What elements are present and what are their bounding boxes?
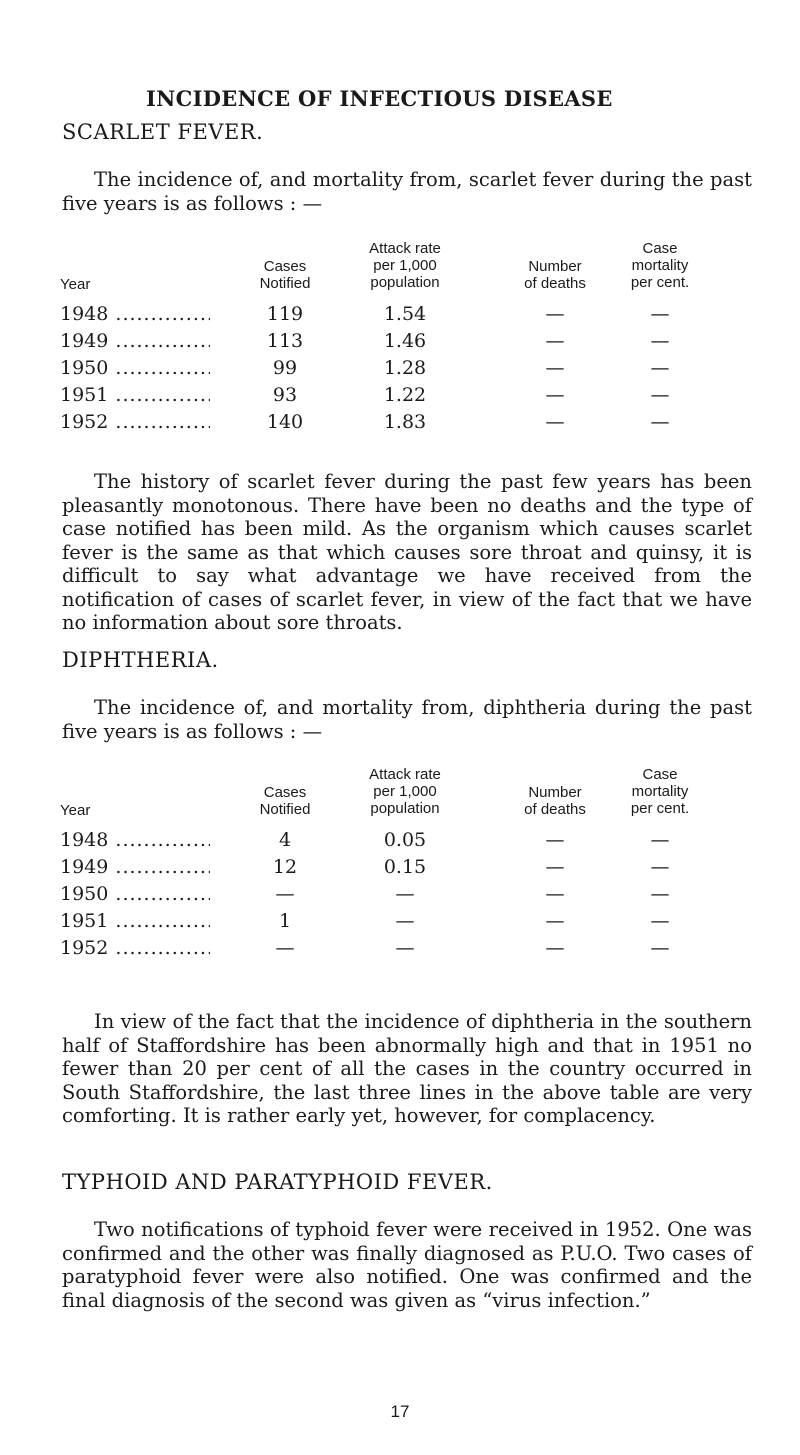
deaths-cell: — (545, 856, 565, 878)
cases-cell: 4 (278, 829, 292, 851)
scarlet-fever-commentary (62, 470, 752, 635)
cases-cell: 140 (266, 411, 304, 433)
rate-cell: — (395, 910, 415, 932)
rate-cell: 1.54 (383, 303, 427, 325)
deaths-cell: — (545, 384, 565, 406)
rate-cell: — (395, 937, 415, 959)
year-cell: 1950 ..... (60, 883, 210, 905)
rate-cell: 0.05 (383, 829, 427, 851)
rate-cell: 1.28 (383, 357, 427, 379)
mortality-cell: — (650, 303, 670, 325)
header-rate: Attack rate per 1,000 population (369, 766, 441, 817)
mortality-cell: — (650, 357, 670, 379)
header-rate: Attack rate per 1,000 population (369, 240, 441, 291)
year-cell: 1948 ..... (60, 303, 210, 325)
header-cases: Cases Notified (259, 784, 311, 818)
year-cell: 1950 ..... (60, 357, 210, 379)
deaths-cell: — (545, 330, 565, 352)
header-mortality: Case mortality per cent. (630, 766, 690, 817)
mortality-cell: — (650, 856, 670, 878)
table-row (0, 330, 800, 356)
scarlet-fever-heading: SCARLET FEVER. (62, 120, 264, 144)
deaths-cell: — (545, 829, 565, 851)
diphtheria-intro (62, 696, 752, 743)
scarlet-fever-commentary-text: The history of scarlet fever during the past few years has been pleasantly monotonous. There have been no deaths and the type of case notified has been mild. As the organism which causes scarlet fever is the same as that which causes sore throat and quinsy, it is difficult to say what advantage we have received from the notification of cases of scarlet fever, in view of the fact that we have no information about sore throats. (62, 470, 752, 634)
table-row (0, 829, 800, 855)
table-row (0, 357, 800, 383)
mortality-cell: — (650, 910, 670, 932)
deaths-cell: — (545, 411, 565, 433)
cases-cell: 93 (272, 384, 298, 406)
scarlet-fever-intro (62, 168, 752, 215)
header-deaths: Number of deaths (524, 784, 586, 818)
table-row (0, 856, 800, 882)
header-deaths: Number of deaths (524, 258, 586, 292)
header-cases: Cases Notified (259, 258, 311, 292)
rate-cell: — (395, 883, 415, 905)
mortality-cell: — (650, 411, 670, 433)
year-cell: 1952 ..... (60, 411, 210, 433)
rate-cell: 0.15 (383, 856, 427, 878)
cases-cell: 119 (266, 303, 304, 325)
table-row (0, 910, 800, 936)
mortality-cell: — (650, 384, 670, 406)
deaths-cell: — (545, 883, 565, 905)
page-number: 17 (390, 1402, 410, 1421)
typhoid-commentary-text: Two notifications of typhoid fever were received in 1952. One was confirmed and the other was finally diagnosed as P.U.O. Two cases of paratyphoid fever were also notified. One was confirmed and the final diagnosis of the second was given as “virus infection.” (62, 1218, 752, 1312)
page-title: INCIDENCE OF INFECTIOUS DISEASE (146, 86, 613, 111)
typhoid-commentary (62, 1218, 752, 1312)
table-row (0, 384, 800, 410)
mortality-cell: — (650, 829, 670, 851)
diphtheria-heading: DIPHTHERIA. (62, 648, 219, 672)
scarlet-fever-intro-text: The incidence of, and mortality from, scarlet fever during the past five years is as follows : — (62, 168, 752, 215)
deaths-cell: — (545, 937, 565, 959)
header-mortality: Case mortality per cent. (630, 240, 690, 291)
deaths-cell: — (545, 357, 565, 379)
cases-cell: 113 (266, 330, 304, 352)
year-cell: 1949 ..... (60, 330, 210, 352)
cases-cell: — (275, 883, 295, 905)
year-cell: 1948 ..... (60, 829, 210, 851)
rate-cell: 1.46 (383, 330, 427, 352)
cases-cell: 99 (272, 357, 298, 379)
year-cell: 1951 ..... (60, 910, 210, 932)
typhoid-heading: TYPHOID AND PARATYPHOID FEVER. (62, 1170, 493, 1194)
rate-cell: 1.83 (383, 411, 427, 433)
deaths-cell: — (545, 910, 565, 932)
diphtheria-commentary-text: In view of the fact that the incidence of diphtheria in the southern half of Staffordshire has been abnormally high and that in 1951 no fewer than 20 per cent of all the cases in the country occurred in South Staffordshire, the last three lines in the above table are very comforting. It is rather early yet, however, for complacency. (62, 1010, 752, 1127)
diphtheria-commentary (62, 1010, 752, 1128)
table-row (0, 411, 800, 437)
cases-cell: 12 (272, 856, 298, 878)
mortality-cell: — (650, 937, 670, 959)
mortality-cell: — (650, 883, 670, 905)
table-row (0, 883, 800, 909)
deaths-cell: — (545, 303, 565, 325)
mortality-cell: — (650, 330, 670, 352)
year-cell: 1952 ..... (60, 937, 210, 959)
year-cell: 1951 ..... (60, 384, 210, 406)
header-year: Year (60, 802, 91, 819)
table-row (0, 303, 800, 329)
cases-cell: — (275, 937, 295, 959)
cases-cell: 1 (278, 910, 292, 932)
year-cell: 1949 ..... (60, 856, 210, 878)
table-row (0, 937, 800, 963)
diphtheria-intro-text: The incidence of, and mortality from, diphtheria during the past five years is as follows : — (62, 696, 752, 743)
rate-cell: 1.22 (383, 384, 427, 406)
header-year: Year (60, 276, 91, 293)
